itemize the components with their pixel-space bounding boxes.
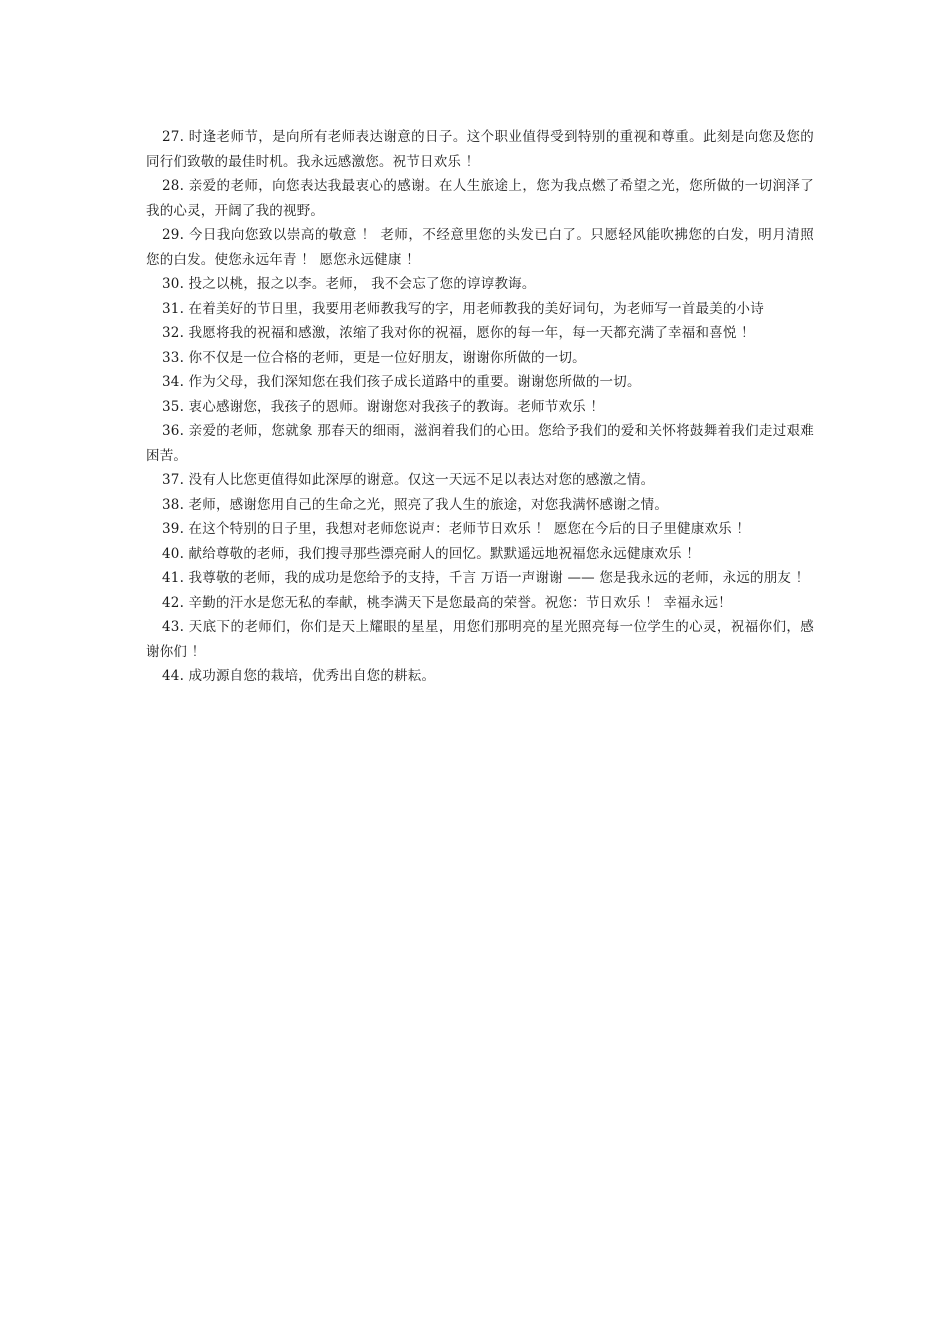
list-item: 34. 作为父母，我们深知您在我们孩子成长道路中的重要。谢谢您所做的一切。 bbox=[162, 374, 641, 390]
list-item: 27. 时逢老师节，是向所有老师表达谢意的日子。这个职业值得受到特别的重视和尊重。此刻是向您及您的同行们致敬的最佳时机。我永远感激您。祝节日欢乐 ！ bbox=[146, 129, 814, 170]
list-item: 38. 老师，感谢您用自己的生命之光，照亮了我人生的旅途，对您我满怀感谢之情。 bbox=[162, 496, 669, 513]
list-item: 35. 衷心感谢您，我孩子的恩师。谢谢您对我孩子的教诲。老师节欢乐 ！ bbox=[162, 398, 605, 415]
list-item: 33. 你不仅是一位合格的老师，更是一位好朋友，谢谢你所做的一切。 bbox=[162, 349, 586, 366]
list-item: 28. 亲爱的老师，向您表达我最衷心的感谢。在人生旅途上，您为我点燃了希望之光，您所做的一切润泽了我的心灵，开阔了我的视野。 bbox=[146, 178, 814, 219]
list-item: 40. 献给尊敬的老师，我们搜寻那些漂亮耐人的回忆。默默遥远地祝福您永远健康欢乐 ！ bbox=[162, 545, 700, 562]
list-item: 43. 天底下的老师们，你们是天上耀眼的星星，用您们那明亮的星光照亮每一位学生的心灵，祝福你们，感谢你们 ！ bbox=[146, 619, 814, 660]
list-item: 32. 我愿将我的祝福和感激，浓缩了我对你的祝福，愿你的每一年，每一天都充满了幸福和喜悦 ！ bbox=[162, 325, 755, 341]
list-item: 30. 投之以桃，报之以李。老师， 我不会忘了您的谆谆教诲。 bbox=[162, 276, 536, 292]
document-body bbox=[146, 125, 814, 689]
list-item: 29. 今日我向您致以崇高的敬意 ！ 老师，不经意里您的头发已白了。只愿轻风能吹拂您的白发，明月清照您的白发。使您永远年青 ！ 愿您永远健康 ！ bbox=[146, 227, 814, 268]
list-item: 36. 亲爱的老师，您就象 那春天的细雨，滋润着我们的心田。您给予我们的爱和关怀将鼓舞着我们走过艰难困苦。 bbox=[146, 423, 814, 464]
list-item: 44. 成功源自您的栽培，优秀出自您的耕耘。 bbox=[162, 668, 436, 684]
list-item: 41. 我尊敬的老师，我的成功是您给予的支持，千言 万语一声谢谢 —— 您是我永远的老师，永远的朋友 ！ bbox=[162, 570, 810, 586]
list-item: 37. 没有人比您更值得如此深厚的谢意。仅这一天远不足以表达对您的感激之情。 bbox=[162, 472, 655, 488]
list-item: 39. 在这个特别的日子里，我想对老师您说声：老师节日欢乐 ！ 愿您在今后的日子里健康欢乐 ！ bbox=[162, 521, 751, 537]
list-item: 42. 辛勤的汗水是您无私的奉献，桃李满天下是您最高的荣誉。祝您：节日欢乐 ！ 幸福永远！ bbox=[162, 594, 732, 611]
list-item: 31. 在着美好的节日里，我要用老师教我写的字，用老师教我的美好词句，为老师写一首最美的小诗 bbox=[162, 300, 764, 317]
